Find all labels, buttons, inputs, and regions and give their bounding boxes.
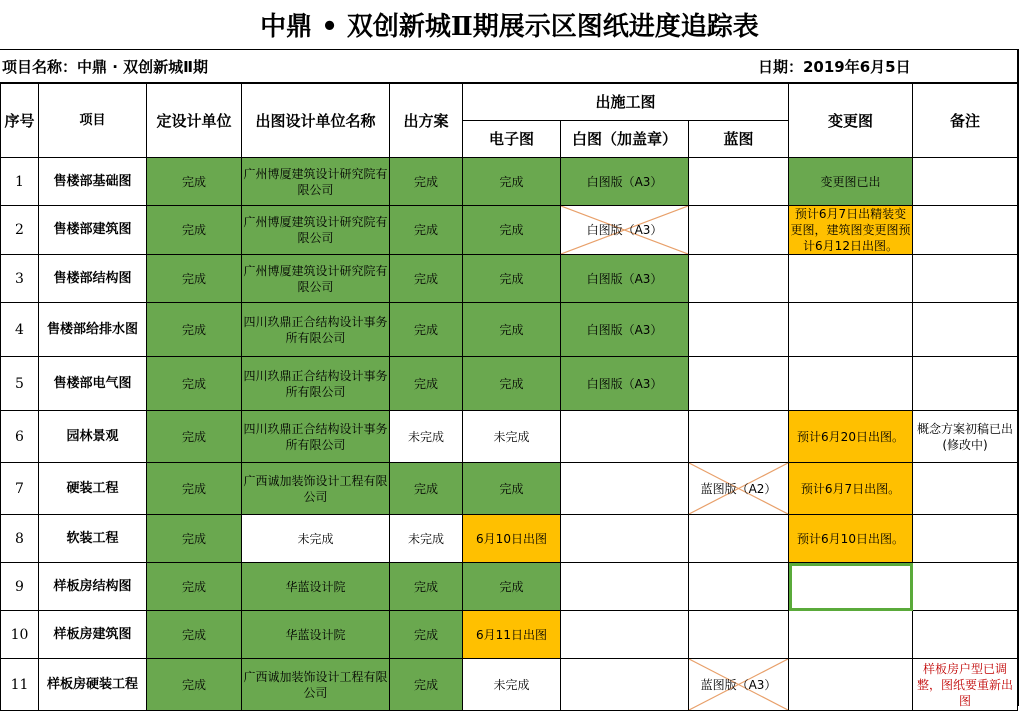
remark-cell[interactable]: [913, 357, 1018, 411]
progress-table: [0, 83, 1018, 711]
item-cell[interactable]: 园林景观: [39, 411, 147, 463]
design-unit-cell[interactable]: 完成: [147, 463, 242, 515]
item-cell[interactable]: 售楼部电气图: [39, 357, 147, 411]
item-cell[interactable]: 售楼部给排水图: [39, 303, 147, 357]
table-row: [1, 659, 1018, 711]
blue-print-cell[interactable]: [689, 515, 789, 563]
blue-print-cell[interactable]: [689, 206, 789, 255]
table-row: [1, 206, 1018, 255]
header-scheme[interactable]: 出方案: [390, 84, 463, 158]
electronic-cell[interactable]: 完成: [463, 303, 561, 357]
change-cell[interactable]: [789, 303, 913, 357]
seq-cell[interactable]: 1: [1, 158, 39, 206]
seq-cell[interactable]: 5: [1, 357, 39, 411]
drawing-unit-cell[interactable]: 华蓝设计院: [242, 563, 390, 611]
blue-print-cell[interactable]: [689, 357, 789, 411]
change-cell[interactable]: [789, 563, 913, 611]
header-remark[interactable]: 备注: [913, 84, 1018, 158]
electronic-cell[interactable]: 6月11日出图: [463, 611, 561, 659]
scheme-cell[interactable]: 完成: [390, 563, 463, 611]
table-row: [1, 463, 1018, 515]
table-row: [1, 255, 1018, 303]
scheme-cell[interactable]: 完成: [390, 659, 463, 711]
report-date: 日期：2019年6月5日: [758, 57, 911, 76]
blue-print-cell[interactable]: [689, 411, 789, 463]
remark-cell[interactable]: [913, 206, 1018, 255]
item-cell[interactable]: 软装工程: [39, 515, 147, 563]
blue-print-cell[interactable]: [689, 563, 789, 611]
design-unit-cell[interactable]: 完成: [147, 563, 242, 611]
seq-cell[interactable]: 3: [1, 255, 39, 303]
design-unit-cell[interactable]: 完成: [147, 158, 242, 206]
header-drawing-unit[interactable]: 出图设计单位名称: [242, 84, 390, 158]
white-print-cell[interactable]: [561, 563, 689, 611]
header-change[interactable]: 变更图: [789, 84, 913, 158]
electronic-cell[interactable]: 6月10日出图: [463, 515, 561, 563]
item-cell[interactable]: 售楼部建筑图: [39, 206, 147, 255]
header-seq[interactable]: 序号: [1, 84, 39, 158]
blue-print-cell[interactable]: [689, 303, 789, 357]
blue-print-cell-text: 蓝图版（A3）: [700, 677, 777, 692]
remark-cell[interactable]: 概念方案初稿已出(修改中): [913, 411, 1018, 463]
item-cell[interactable]: 售楼部基础图: [39, 158, 147, 206]
white-print-cell[interactable]: 白图版（A3）: [561, 158, 689, 206]
electronic-cell[interactable]: 完成: [463, 563, 561, 611]
scheme-cell[interactable]: 完成: [390, 463, 463, 515]
drawing-unit-cell[interactable]: 四川玖鼎正合结构设计事务所有限公司: [242, 357, 390, 411]
drawing-unit-cell[interactable]: 广西诚加装饰设计工程有限公司: [242, 463, 390, 515]
table-row: [1, 303, 1018, 357]
design-unit-cell[interactable]: 完成: [147, 303, 242, 357]
sheet-title: 中鼎 • 双创新城Ⅱ期展示区图纸进度追踪表: [0, 0, 1019, 50]
blue-print-cell[interactable]: [689, 611, 789, 659]
remark-cell[interactable]: [913, 158, 1018, 206]
change-cell[interactable]: [789, 357, 913, 411]
design-unit-cell[interactable]: 完成: [147, 659, 242, 711]
drawing-unit-cell[interactable]: 未完成: [242, 515, 390, 563]
seq-cell[interactable]: 8: [1, 515, 39, 563]
seq-cell[interactable]: 7: [1, 463, 39, 515]
remark-cell[interactable]: 样板房户型已调整，图纸要重新出图: [913, 659, 1018, 711]
electronic-cell[interactable]: 完成: [463, 255, 561, 303]
header-white[interactable]: 白图（加盖章）: [561, 121, 689, 158]
white-print-cell[interactable]: 白图版（A3）: [561, 255, 689, 303]
design-unit-cell[interactable]: 完成: [147, 515, 242, 563]
change-cell[interactable]: 预计6月7日出图。: [789, 463, 913, 515]
change-cell[interactable]: 预计6月20日出图。: [789, 411, 913, 463]
white-print-cell[interactable]: [561, 206, 689, 255]
header-item[interactable]: 项目: [39, 84, 147, 158]
design-unit-cell[interactable]: 完成: [147, 611, 242, 659]
seq-cell[interactable]: 9: [1, 563, 39, 611]
change-cell[interactable]: [789, 255, 913, 303]
scheme-cell[interactable]: 完成: [390, 303, 463, 357]
item-cell[interactable]: 样板房结构图: [39, 563, 147, 611]
item-cell[interactable]: 样板房建筑图: [39, 611, 147, 659]
change-cell[interactable]: 预计6月10日出图。: [789, 515, 913, 563]
electronic-cell[interactable]: 完成: [463, 158, 561, 206]
blue-print-cell[interactable]: [689, 463, 789, 515]
drawing-unit-cell[interactable]: 华蓝设计院: [242, 611, 390, 659]
scheme-cell[interactable]: 完成: [390, 158, 463, 206]
seq-cell[interactable]: 2: [1, 206, 39, 255]
scheme-cell[interactable]: 完成: [390, 611, 463, 659]
white-print-cell[interactable]: 白图版（A3）: [561, 303, 689, 357]
drawing-unit-cell[interactable]: 四川玖鼎正合结构设计事务所有限公司: [242, 303, 390, 357]
header-blue[interactable]: 蓝图: [689, 121, 789, 158]
white-print-cell[interactable]: 白图版（A3）: [561, 357, 689, 411]
white-print-cell[interactable]: [561, 463, 689, 515]
change-cell[interactable]: [789, 659, 913, 711]
blue-print-cell-text: 蓝图版（A2）: [700, 481, 777, 496]
header-construction[interactable]: 出施工图: [463, 84, 789, 121]
blue-print-cell[interactable]: [689, 255, 789, 303]
electronic-cell[interactable]: 完成: [463, 206, 561, 255]
blue-print-cell[interactable]: [689, 659, 789, 711]
drawing-unit-cell[interactable]: 四川玖鼎正合结构设计事务所有限公司: [242, 411, 390, 463]
table-row: [1, 563, 1018, 611]
remark-cell[interactable]: [913, 255, 1018, 303]
remark-cell[interactable]: [913, 611, 1018, 659]
design-unit-cell[interactable]: 完成: [147, 357, 242, 411]
seq-cell[interactable]: 4: [1, 303, 39, 357]
remark-cell[interactable]: [913, 463, 1018, 515]
white-print-cell-text: 白图版（A3）: [586, 223, 663, 237]
design-unit-cell[interactable]: 完成: [147, 255, 242, 303]
electronic-cell[interactable]: 未完成: [463, 659, 561, 711]
table-row: [1, 158, 1018, 206]
design-unit-cell[interactable]: 完成: [147, 206, 242, 255]
drawing-unit-cell[interactable]: 广州博厦建筑设计研究院有限公司: [242, 158, 390, 206]
change-cell[interactable]: 预计6月7日出精装变更图，建筑图变更图预计6月12日出图。: [790, 207, 911, 253]
table-row: [1, 411, 1018, 463]
scheme-cell[interactable]: 完成: [390, 206, 463, 255]
project-name: 项目名称：中鼎 · 双创新城Ⅱ期: [2, 57, 209, 76]
seq-cell[interactable]: 6: [1, 411, 39, 463]
design-unit-cell[interactable]: 完成: [147, 411, 242, 463]
electronic-cell[interactable]: 完成: [463, 357, 561, 411]
change-cell[interactable]: 变更图已出: [789, 158, 913, 206]
table-row: [1, 357, 1018, 411]
scheme-cell[interactable]: 未完成: [390, 411, 463, 463]
drawing-unit-cell[interactable]: 广西诚加装饰设计工程有限公司: [242, 659, 390, 711]
seq-cell[interactable]: 10: [1, 611, 39, 659]
blue-print-cell[interactable]: [689, 158, 789, 206]
scheme-cell[interactable]: 完成: [390, 255, 463, 303]
seq-cell[interactable]: 11: [1, 659, 39, 711]
header-design-unit[interactable]: 定设计单位: [147, 84, 242, 158]
header-electronic[interactable]: 电子图: [463, 121, 561, 158]
white-print-cell[interactable]: [561, 411, 689, 463]
remark-cell[interactable]: [913, 303, 1018, 357]
change-cell[interactable]: [789, 611, 913, 659]
table-row: [1, 611, 1018, 659]
drawing-unit-cell[interactable]: 广州博厦建筑设计研究院有限公司: [242, 255, 390, 303]
electronic-cell[interactable]: 未完成: [463, 411, 561, 463]
remark-cell[interactable]: [913, 563, 1018, 611]
drawing-unit-cell[interactable]: 广州博厦建筑设计研究院有限公司: [242, 206, 390, 255]
white-print-cell[interactable]: [561, 659, 689, 711]
remark-cell[interactable]: [913, 515, 1018, 563]
table-row: [1, 515, 1018, 563]
item-cell[interactable]: 售楼部结构图: [39, 255, 147, 303]
scheme-cell[interactable]: 完成: [390, 357, 463, 411]
electronic-cell[interactable]: 完成: [463, 463, 561, 515]
scheme-cell[interactable]: 未完成: [390, 515, 463, 563]
white-print-cell[interactable]: [561, 515, 689, 563]
item-cell[interactable]: 硬装工程: [39, 463, 147, 515]
white-print-cell[interactable]: [561, 611, 689, 659]
item-cell[interactable]: 样板房硬装工程: [39, 659, 147, 711]
